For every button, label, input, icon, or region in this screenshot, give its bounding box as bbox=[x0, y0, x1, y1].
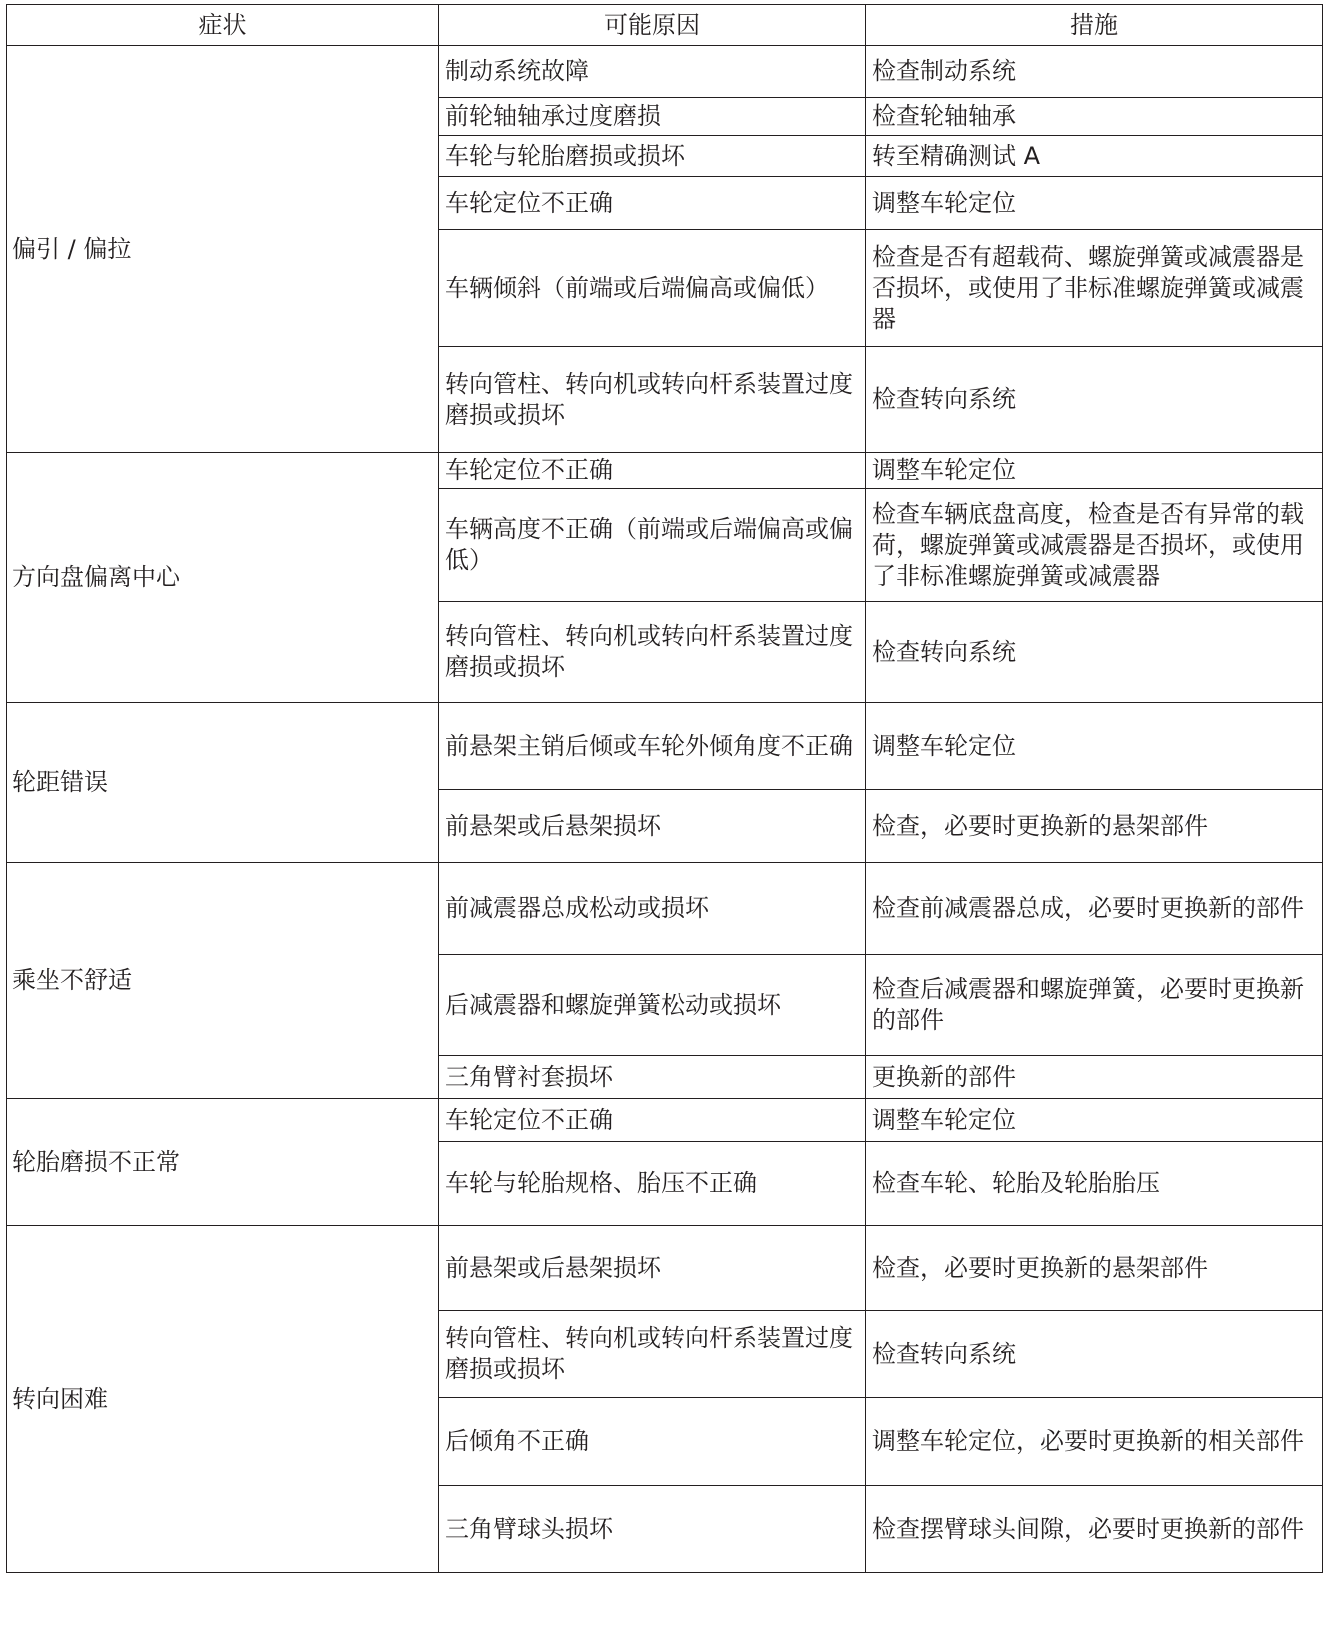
action-cell: 检查车辆底盘高度，检查是否有异常的载荷，螺旋弹簧或减震器是否损坏，或使用了非标准螺旋弹簧或减震器 bbox=[866, 489, 1323, 602]
cause-cell: 前悬架主销后倾或车轮外倾角度不正确 bbox=[439, 703, 866, 790]
action-cell: 检查前减震器总成，必要时更换新的部件 bbox=[866, 863, 1323, 955]
cause-cell: 前轮轴轴承过度磨损 bbox=[439, 98, 866, 136]
action-cell: 检查，必要时更换新的悬架部件 bbox=[866, 1226, 1323, 1311]
action-cell: 调整车轮定位 bbox=[866, 703, 1323, 790]
cause-cell: 车轮定位不正确 bbox=[439, 177, 866, 230]
action-cell: 调整车轮定位 bbox=[866, 453, 1323, 489]
action-cell: 检查后减震器和螺旋弹簧，必要时更换新的部件 bbox=[866, 955, 1323, 1056]
table-row bbox=[7, 453, 1323, 489]
cause-cell: 三角臂衬套损坏 bbox=[439, 1056, 866, 1099]
cause-cell: 前悬架或后悬架损坏 bbox=[439, 1226, 866, 1311]
cause-cell: 车辆倾斜（前端或后端偏高或偏低） bbox=[439, 230, 866, 347]
cause-cell: 后倾角不正确 bbox=[439, 1398, 866, 1486]
header-cause: 可能原因 bbox=[439, 5, 866, 46]
cause-cell: 转向管柱、转向机或转向杆系装置过度磨损或损坏 bbox=[439, 347, 866, 453]
action-cell: 检查，必要时更换新的悬架部件 bbox=[866, 790, 1323, 863]
troubleshooting-page bbox=[6, 4, 1322, 1573]
header-action: 措施 bbox=[866, 5, 1323, 46]
troubleshooting-table bbox=[6, 4, 1323, 1573]
action-cell: 调整车轮定位 bbox=[866, 177, 1323, 230]
table-row bbox=[7, 46, 1323, 98]
cause-cell: 转向管柱、转向机或转向杆系装置过度磨损或损坏 bbox=[439, 602, 866, 703]
cause-cell: 转向管柱、转向机或转向杆系装置过度磨损或损坏 bbox=[439, 1311, 866, 1398]
cause-cell: 车轮定位不正确 bbox=[439, 453, 866, 489]
cause-cell: 后减震器和螺旋弹簧松动或损坏 bbox=[439, 955, 866, 1056]
symptom-cell: 轮胎磨损不正常 bbox=[7, 1099, 439, 1226]
table-header bbox=[7, 5, 1323, 46]
action-cell: 检查轮轴轴承 bbox=[866, 98, 1323, 136]
symptom-cell: 转向困难 bbox=[7, 1226, 439, 1573]
table-row bbox=[7, 703, 1323, 790]
action-cell: 更换新的部件 bbox=[866, 1056, 1323, 1099]
action-cell: 调整车轮定位，必要时更换新的相关部件 bbox=[866, 1398, 1323, 1486]
action-cell: 检查摆臂球头间隙，必要时更换新的部件 bbox=[866, 1486, 1323, 1573]
cause-cell: 前悬架或后悬架损坏 bbox=[439, 790, 866, 863]
table-row bbox=[7, 1099, 1323, 1142]
symptom-cell: 乘坐不舒适 bbox=[7, 863, 439, 1099]
symptom-cell: 方向盘偏离中心 bbox=[7, 453, 439, 703]
table-body bbox=[7, 46, 1323, 1573]
action-cell: 检查是否有超载荷、螺旋弹簧或减震器是否损坏，或使用了非标准螺旋弹簧或减震器 bbox=[866, 230, 1323, 347]
header-symptom: 症状 bbox=[7, 5, 439, 46]
action-cell: 检查转向系统 bbox=[866, 602, 1323, 703]
action-cell: 检查转向系统 bbox=[866, 1311, 1323, 1398]
action-cell: 检查转向系统 bbox=[866, 347, 1323, 453]
table-row bbox=[7, 863, 1323, 955]
symptom-cell: 偏引 / 偏拉 bbox=[7, 46, 439, 453]
cause-cell: 制动系统故障 bbox=[439, 46, 866, 98]
cause-cell: 车轮与轮胎规格、胎压不正确 bbox=[439, 1142, 866, 1226]
cause-cell: 车辆高度不正确（前端或后端偏高或偏低） bbox=[439, 489, 866, 602]
action-cell: 检查制动系统 bbox=[866, 46, 1323, 98]
cause-cell: 车轮定位不正确 bbox=[439, 1099, 866, 1142]
action-cell: 调整车轮定位 bbox=[866, 1099, 1323, 1142]
cause-cell: 前减震器总成松动或损坏 bbox=[439, 863, 866, 955]
table-row bbox=[7, 1226, 1323, 1311]
header-row bbox=[7, 5, 1323, 46]
action-cell: 检查车轮、轮胎及轮胎胎压 bbox=[866, 1142, 1323, 1226]
cause-cell: 三角臂球头损坏 bbox=[439, 1486, 866, 1573]
action-cell: 转至精确测试 A bbox=[866, 136, 1323, 177]
symptom-cell: 轮距错误 bbox=[7, 703, 439, 863]
cause-cell: 车轮与轮胎磨损或损坏 bbox=[439, 136, 866, 177]
